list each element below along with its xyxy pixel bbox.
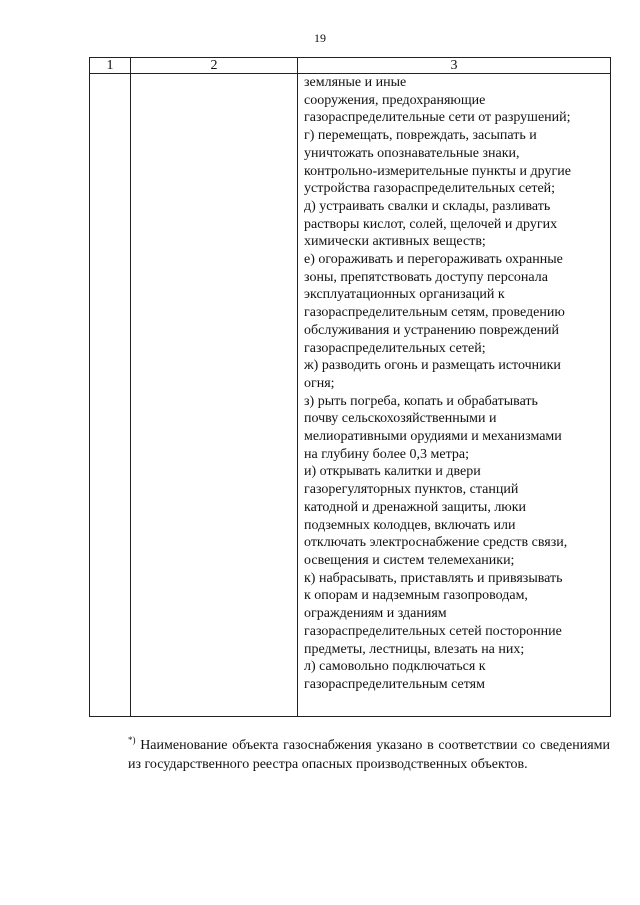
text-line: сооружения, предохраняющие: [304, 92, 486, 108]
table-header-row: [90, 58, 611, 74]
text-line: отключать электроснабжение средств связи,: [304, 535, 568, 551]
cell-col3: [298, 74, 611, 717]
text-line: и) открывать калитки и двери: [304, 464, 481, 480]
text-line: огня;: [304, 375, 335, 391]
text-line: газораспределительным сетям: [304, 676, 485, 692]
text-line: к) набрасывать, приставлять и привязывать: [304, 570, 563, 586]
table-row: [90, 74, 611, 717]
text-line: земляные и иные: [304, 75, 407, 90]
text-line: на глубину более 0,3 метра;: [304, 446, 469, 462]
text-line: почву сельскохозяйственными и: [304, 411, 497, 427]
text-line: газораспределительных сетей;: [304, 340, 486, 356]
text-line: е) огораживать и перегораживать охранные: [304, 252, 563, 268]
text-line: обслуживания и устранению повреждений: [304, 322, 560, 338]
text-line: з) рыть погреба, копать и обрабатывать: [304, 393, 538, 409]
column-header-1: 1: [90, 58, 131, 74]
text-line: л) самовольно подключаться к: [304, 659, 486, 675]
text-line: контрольно-измерительные пункты и другие: [304, 163, 571, 179]
column-header-3: 3: [298, 58, 611, 74]
text-line: газораспределительные сети от разрушений;: [304, 110, 571, 126]
footnote-text: Наименование объекта газоснабжения указано в соответствии со сведениями из государственного реестра опасных производственных объектов.: [128, 738, 610, 772]
text-line: уничтожать опознавательные знаки,: [304, 145, 520, 161]
text-line: мелиоративными орудиями и механизмами: [304, 429, 562, 445]
text-line: г) перемещать, повреждать, засыпать и: [304, 128, 537, 144]
text-line: подземных колодцев, включать или: [304, 517, 516, 533]
text-line: растворы кислот, солей, щелочей и других: [304, 216, 558, 232]
text-line: освещения и систем телемеханики;: [304, 552, 515, 568]
text-line: ограждениям и зданиям: [304, 606, 447, 622]
text-line: газораспределительным сетям, проведению: [304, 305, 565, 321]
text-line: зоны, препятствовать доступу персонала: [304, 269, 548, 285]
page-number: 19: [314, 31, 326, 45]
text-line: ж) разводить огонь и размещать источники: [304, 358, 561, 374]
text-line: устройства газораспределительных сетей;: [304, 181, 556, 197]
text-line: д) устраивать свалки и склады, разливать: [304, 198, 551, 214]
text-line: газораспределительных сетей посторонние: [304, 623, 562, 639]
cell-col1: [90, 74, 131, 717]
column-header-2: 2: [131, 58, 298, 74]
text-line: химически активных веществ;: [304, 234, 486, 250]
text-line: предметы, лестницы, влезать на них;: [304, 641, 525, 657]
text-line: катодной и дренажной защиты, люки: [304, 499, 527, 515]
document-table: [89, 57, 611, 717]
text-line: к опорам и надземным газопроводам,: [304, 588, 528, 604]
text-line: газорегуляторных пунктов, станций: [304, 482, 519, 498]
text-line: эксплуатационных организаций к: [304, 287, 505, 303]
cell-col2: [131, 74, 298, 717]
footnote-marker: *): [128, 735, 136, 745]
footnote: [90, 731, 610, 774]
prohibitions-list: [298, 74, 610, 696]
